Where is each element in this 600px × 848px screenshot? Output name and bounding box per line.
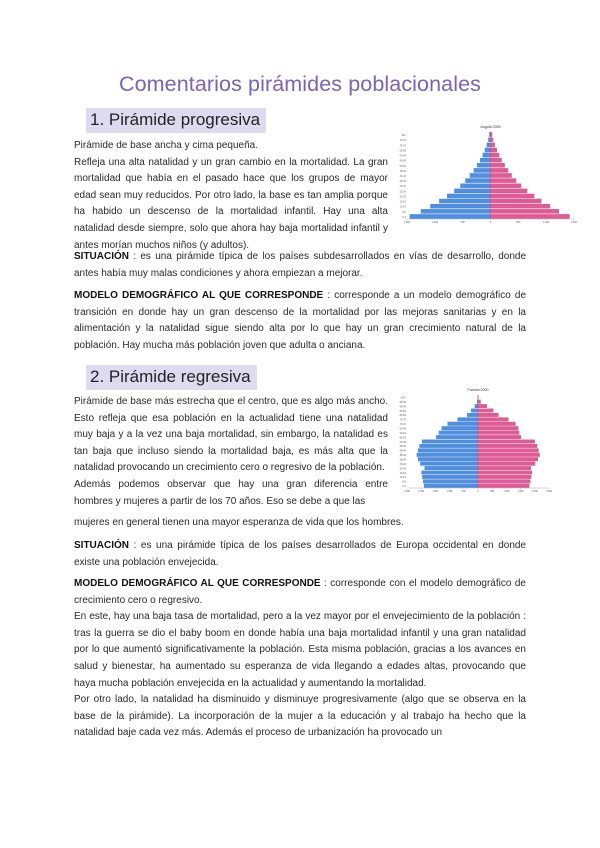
male-bar	[474, 168, 491, 172]
male-bar	[485, 148, 491, 152]
paragraph: Además podemos observar que hay una gran diferencia entre hombres y mujeres a partir de los 70 años. Eso se debe a que las	[74, 478, 388, 507]
paragraph: Refleja una alta natalidad y un gran cambio en la mortalidad. La gran mortalidad que había en el pasado hace que los grupos de mayor edad sean muy reducidos. Por otro lado, la base es tan amplia porque ha habido un descenso de la mortalidad infantil. Hay una alta natalidad desde siempre, solo que ahora hay baja mortalidad infantil y antes morían muchos niños (y adultos).	[74, 156, 388, 251]
x-tick-label: 2.000	[531, 490, 538, 494]
age-tick-label: 30-34	[399, 458, 406, 462]
age-tick-label: 60-64	[399, 154, 406, 158]
age-tick-label: 85-89	[399, 409, 406, 413]
male-bar	[471, 409, 478, 413]
age-tick-label: 25-29	[399, 190, 406, 194]
female-bar	[491, 199, 542, 203]
x-tick-label: 500	[490, 490, 495, 494]
age-tick-label: 40-44	[399, 449, 406, 453]
x-tick-label: 1.000	[503, 490, 510, 494]
x-tick-label: 0	[477, 490, 479, 494]
male-bar	[422, 440, 478, 444]
modelo-label: MODELO DEMOGRÁFICO AL QUE CORRESPONDE	[74, 290, 324, 301]
x-tick-label: 1.500	[571, 221, 577, 225]
female-bar	[478, 431, 519, 435]
male-bar	[475, 404, 478, 408]
female-bar	[491, 153, 500, 157]
situacion-text: : es una pirámide típica de los países subdesarrollados en vías de desarrollo, donde antes había muy malas condiciones y ahora empiezan a mejorar.	[74, 251, 526, 279]
situacion-label: SITUACIÓN	[74, 540, 129, 551]
age-tick-label: 5-9	[402, 480, 406, 484]
x-tick-label: 2.500	[404, 490, 410, 494]
modelo-text: : corresponde con el modelo demográfico de crecimiento cero o regresivo.	[74, 578, 526, 606]
section1-situacion	[74, 249, 526, 282]
age-tick-label: 35-39	[399, 180, 406, 184]
male-bar	[477, 163, 490, 167]
x-tick-label: 1.000	[446, 490, 453, 494]
age-tick-label: 90-94	[399, 405, 406, 409]
section2-situacion	[74, 538, 526, 571]
male-bar	[488, 138, 490, 142]
paragraph: Por otro lado, la natalidad ha disminuido y disminuye progresivamente (algo que se observa en la base de la pirámide). La incorporación de la mujer a la educación y al trabajo ha hecho que la natalidad baje cada vez más. Además el proceso de urbanización ha provocado un	[74, 694, 526, 739]
x-tick-label: 500	[516, 221, 521, 225]
female-bar	[478, 484, 529, 488]
male-bar	[442, 426, 478, 430]
x-tick-label: 1.000	[543, 221, 550, 225]
female-bar	[478, 448, 538, 452]
age-tick-label: 10-14	[399, 205, 406, 209]
female-bar	[478, 444, 537, 448]
age-tick-label: 70-74	[399, 144, 406, 148]
paragraph: Pirámide de base ancha y cima pequeña.	[74, 140, 259, 151]
age-tick-label: 55-59	[399, 436, 406, 440]
male-bar	[418, 448, 478, 452]
female-bar	[478, 400, 481, 404]
x-tick-label: 1.500	[432, 490, 439, 494]
female-bar	[478, 466, 531, 470]
male-bar	[458, 417, 478, 421]
section-heading-regresiva: 2. Pirámide regresiva	[86, 365, 257, 390]
female-bar	[491, 163, 505, 167]
male-bar	[418, 457, 478, 461]
x-tick-label: 1.500	[404, 221, 410, 225]
x-tick-label: 2.500	[546, 490, 552, 494]
age-tick-label: 80+	[401, 134, 406, 138]
male-bar	[417, 453, 478, 457]
paragraph: En este, hay una baja tasa de mortalidad, pero a la vez mayor por el envejecimiento de la población : tras la guerra se dio el baby boom en donde había una baja mortalidad infantil y una gran natalidad por lo que aumentó significativamente la población. Esta misma población, gracias a los avances en salud y bienestar, ha aumentado su esperanza de vida llegando a edades altas, provocando que haya mucha población envejecida en la actualidad y aumentando la mortalidad.	[74, 611, 526, 689]
male-bar	[448, 422, 478, 426]
age-tick-label: 70-74	[399, 423, 406, 427]
female-bar	[491, 138, 494, 142]
male-bar	[465, 178, 490, 182]
situacion-label: SITUACIÓN	[74, 251, 129, 262]
male-bar	[421, 471, 478, 475]
age-tick-label: 5-9	[402, 210, 406, 214]
female-bar	[491, 148, 497, 152]
age-tick-label: 20-24	[399, 467, 406, 471]
female-bar	[478, 413, 498, 417]
age-tick-label: 45-49	[399, 445, 406, 449]
male-bar	[419, 444, 478, 448]
age-tick-label: 75-79	[399, 139, 406, 143]
female-bar	[491, 204, 551, 208]
age-tick-label: 100+	[400, 396, 406, 400]
paragraph: Pirámide de base más estrecha que el centro, que es algo más ancho. Esto refleja que esa población en la actualidad tiene una natalidad muy baja y a la vez una baja mortalidad, sin embargo, la natalidad es tan baja que incluso siendo la mortalidad baja, es más alta que la natalidad provocando un crecimiento cero o regresivo de la población.	[74, 396, 388, 474]
male-bar	[454, 189, 490, 193]
age-tick-label: 45-49	[399, 169, 406, 173]
female-bar	[491, 178, 517, 182]
female-bar	[478, 462, 535, 466]
male-bar	[439, 431, 478, 435]
x-tick-label: 0	[489, 221, 492, 225]
age-tick-label: 65-69	[399, 427, 406, 431]
x-tick-label: 2.000	[418, 490, 425, 494]
age-tick-label: 15-19	[399, 471, 406, 475]
male-bar	[436, 435, 478, 439]
female-bar	[478, 440, 535, 444]
male-bar	[489, 132, 490, 136]
male-bar	[467, 413, 478, 417]
francia-pyramid-chart	[393, 385, 553, 497]
female-bar	[491, 168, 509, 172]
male-bar	[460, 184, 490, 188]
age-tick-label: 75-79	[399, 418, 406, 422]
x-tick-label: 1.500	[517, 490, 524, 494]
age-tick-label: 65-69	[399, 149, 406, 153]
x-tick-label: 500	[460, 221, 465, 225]
female-bar	[478, 435, 521, 439]
x-tick-label: 1.000	[431, 221, 438, 225]
female-bar	[491, 214, 570, 218]
age-tick-label: 55-59	[399, 159, 406, 163]
modelo-label: MODELO DEMOGRÁFICO AL QUE CORRESPONDE	[74, 578, 321, 589]
age-tick-label: 0-4	[402, 485, 406, 489]
female-bar	[478, 417, 508, 421]
female-bar	[491, 143, 495, 147]
paragraph: mujeres en general tienen una mayor esperanza de vida que los hombres.	[74, 517, 404, 528]
section2-intro	[74, 394, 388, 510]
female-bar	[478, 475, 531, 479]
male-bar	[423, 479, 478, 483]
female-bar	[478, 457, 538, 461]
female-bar	[491, 158, 502, 162]
age-tick-label: 0-4	[402, 215, 406, 219]
age-tick-label: 30-34	[399, 185, 406, 189]
section2-modelo	[74, 576, 526, 742]
male-bar	[420, 462, 478, 466]
section1-intro	[74, 138, 388, 254]
situacion-text: : es una pirámide típica de los países desarrollados de Europa occidental en donde existe una población envejecida.	[74, 540, 526, 568]
male-bar	[422, 475, 478, 479]
age-tick-label: 50-54	[399, 440, 406, 444]
male-bar	[421, 209, 491, 213]
male-bar	[439, 199, 490, 203]
male-bar	[483, 153, 491, 157]
male-bar	[480, 158, 490, 162]
x-tick-label: 500	[461, 490, 466, 494]
chart-title: Francia 2000	[467, 388, 489, 392]
male-bar	[424, 484, 478, 488]
age-tick-label: 40-44	[399, 175, 406, 179]
section-heading-progresiva: 1. Pirámide progresiva	[86, 108, 266, 133]
female-bar	[491, 189, 528, 193]
male-bar	[447, 194, 490, 198]
age-tick-label: 50-54	[399, 164, 406, 168]
female-bar	[491, 132, 493, 136]
section2-intro-tail	[74, 515, 526, 532]
female-bar	[491, 184, 522, 188]
modelo-text: : corresponde a un modelo demográfico de transición en donde hay un gran descenso de la mortalidad por las mejoras sanitarias y en la alimentación y la natalidad sigue siendo alta por lo que hay un gran crecimiento natural de la población. Hay mucha más población joven que adulta o anciana.	[74, 290, 527, 351]
female-bar	[478, 453, 540, 457]
age-tick-label: 95-99	[399, 400, 406, 404]
female-bar	[491, 194, 535, 198]
age-tick-label: 35-39	[399, 454, 406, 458]
age-tick-label: 15-19	[399, 200, 406, 204]
female-bar	[478, 422, 515, 426]
female-bar	[491, 173, 512, 177]
male-bar	[410, 214, 491, 218]
age-tick-label: 80-84	[399, 414, 406, 418]
angola-pyramid-chart	[393, 122, 578, 228]
female-bar	[478, 426, 518, 430]
chart-title: Angola 2000	[480, 125, 501, 129]
male-bar	[425, 466, 478, 470]
age-tick-label: 25-29	[399, 462, 406, 466]
female-bar	[478, 409, 493, 413]
female-bar	[478, 471, 532, 475]
female-bar	[478, 404, 487, 408]
male-bar	[470, 173, 491, 177]
age-tick-label: 10-14	[399, 476, 406, 480]
male-bar	[487, 143, 491, 147]
male-bar	[430, 204, 490, 208]
section1-modelo	[74, 288, 526, 354]
male-bar	[477, 400, 478, 404]
page-title: Comentarios pirámides poblacionales	[118, 72, 482, 96]
age-tick-label: 60-64	[399, 431, 406, 435]
female-bar	[478, 479, 530, 483]
age-tick-label: 20-24	[399, 195, 406, 199]
female-bar	[491, 209, 559, 213]
